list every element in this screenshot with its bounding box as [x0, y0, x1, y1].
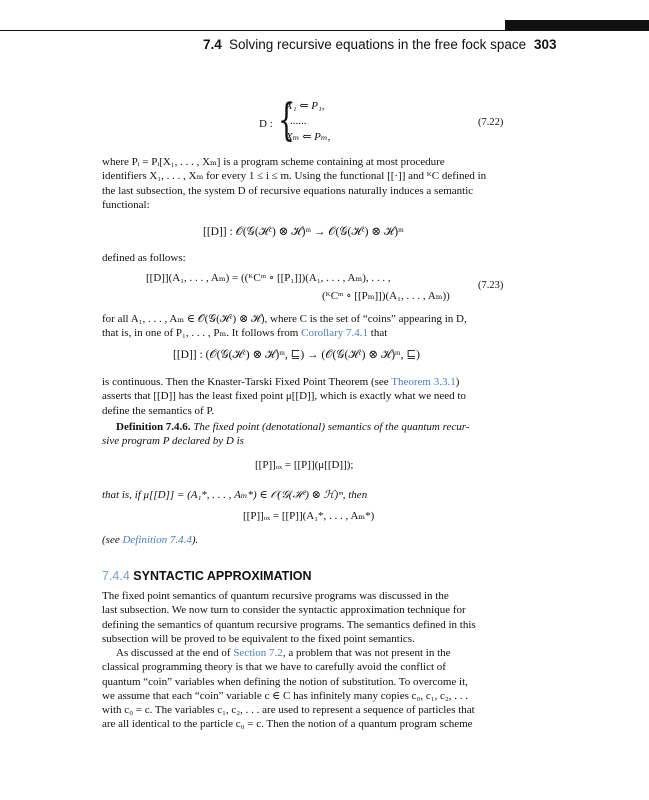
- system-line-m: Xₘ ⇐ Pₘ,: [286, 131, 331, 143]
- paragraph-3: [102, 375, 506, 418]
- p5-line: are all identical to the particle c₀ = c. Then the notion of a quantum program scheme: [102, 718, 473, 731]
- p5-line: we assume that each “coin” variable c ∈ C has infinitely many copies c₀, c₁, c₂, . . .: [102, 689, 469, 702]
- corollary-link[interactable]: Corollary 7.4.1: [301, 327, 369, 340]
- p3-line-1-end: ): [455, 376, 460, 388]
- p3-line-1: [102, 375, 506, 389]
- p4-line: subsection will be proved to be equivalent to the fixed point semantics.: [102, 632, 415, 645]
- equation-7-23-line-1: [[D]](A₁, . . . , Aₘ) = ((ᴷCᵐ ∘ [[P₁]])(A₁, . . . , Aₘ), . . . ,: [146, 272, 391, 284]
- system-dots: ......: [290, 115, 307, 127]
- header-section-title: Solving recursive equations in the free fock space: [229, 37, 527, 52]
- p4-line: The fixed point semantics of quantum recursive programs was discussed in the: [102, 590, 449, 602]
- p3-line-3: define the semantics of P.: [102, 404, 215, 417]
- definition-line-1: [102, 420, 506, 434]
- header-bar: [505, 20, 649, 30]
- p5-line-1-end: , a problem that was not present in the: [282, 647, 451, 659]
- section-title: SYNTACTIC APPROXIMATION: [133, 569, 312, 583]
- eq-number-7-22: (7.22): [478, 117, 504, 128]
- p1-line: functional:: [102, 198, 150, 211]
- paragraph-4: [102, 589, 506, 646]
- defined-as-text: defined as follows:: [102, 252, 186, 264]
- definition-7-4-6: [102, 420, 506, 449]
- equation-continuous: [[D]] : (𝒪(𝒢(ℋᶜ) ⊗ ℋ)ᵐ, ⊑) → (𝒪(𝒢(ℋᶜ) ⊗ ℋ)ᵐ, ⊑): [173, 349, 420, 361]
- p2-line-2: [102, 326, 506, 340]
- p1-line: the last subsection, the system D of recursive equations naturally induces a semantic: [102, 184, 474, 197]
- header-rule: [0, 30, 649, 31]
- theorem-link[interactable]: Theorem 3.3.1: [391, 376, 456, 388]
- page-number: 303: [534, 37, 557, 52]
- equation-functional: [[D]] : 𝒪(𝒢(ℋᶜ) ⊗ ℋ)ᵐ → 𝒪(𝒢(ℋᶜ) ⊗ ℋ)ᵐ: [203, 226, 404, 238]
- paragraph-5: [102, 646, 506, 732]
- definition-link[interactable]: Definition 7.4.4: [122, 534, 192, 546]
- header-section-number: 7.4: [203, 37, 222, 52]
- p1-line: where Pᵢ = Pᵢ[X₁, . . . , Xₘ] is a program scheme containing at most procedure: [102, 156, 445, 168]
- system-label: D :: [259, 118, 273, 130]
- p5-line-1: [102, 646, 506, 660]
- definition-text: The fixed point (denotational) semantics of the quantum recur-: [190, 421, 470, 433]
- definition-see-ref: [102, 533, 198, 547]
- definition-line-2: sive program P declared by D is: [102, 435, 244, 448]
- see-text: (see: [102, 534, 123, 546]
- p3-line-2: asserts that [[D]] has the least fixed point μ[[D]], which is exactly what we need to: [102, 390, 466, 403]
- section-number: 7.4.4: [102, 569, 130, 583]
- section-link[interactable]: Section 7.2: [233, 647, 283, 659]
- p3-line-1-text: is continuous. Then the Knaster-Tarski Fixed Point Theorem (see: [102, 376, 392, 388]
- p5-line: classical programming theory is that we have to carefully avoid the conflict of: [102, 661, 446, 674]
- definition-line-3: that is, if μ[[D]] = (A₁*, . . . , Aₘ*) ∈ 𝒪(𝒢(ℋᶜ) ⊗ ℋ)ᵐ, then: [102, 489, 368, 501]
- definition-equation-1: [[P]]ₒₓ = [[P]](μ[[D]]);: [255, 459, 354, 471]
- system-line-1: X₁ ⇐ P₁,: [286, 100, 325, 112]
- p2-line-1: for all A₁, . . . , Aₘ ∈ 𝒪(𝒢(ℋᶜ) ⊗ ℋ), where C is the set of “coins” appearing in D,: [102, 313, 467, 325]
- paragraph-2: [102, 312, 506, 341]
- eq-number-7-23: (7.23): [478, 280, 504, 291]
- p4-line: last subsection. We now turn to consider the syntactic approximation technique for: [102, 604, 466, 617]
- p1-line: identifiers X₁, . . . , Xₘ for every 1 ≤ i ≤ m. Using the functional [[·]] and ᴷC defined in: [102, 170, 487, 183]
- p5-line: with c₀ = c. The variables c₁, c₂, . . . are used to represent a sequence of particles that: [102, 704, 475, 717]
- p2-line-2-text: that is, in one of P₁, . . . , Pₘ. It follows from: [102, 327, 302, 340]
- definition-label: Definition 7.4.6.: [116, 421, 191, 433]
- section-heading: [102, 569, 312, 583]
- equation-7-23-line-2: (ᴷCᵐ ∘ [[Pₘ]])(A₁, . . . , Aₘ)): [322, 290, 450, 302]
- paragraph-1: [102, 155, 506, 212]
- p5-line: quantum “coin” variables when defining the notion of substitution. To overcome it,: [102, 675, 468, 688]
- p4-line: defining the semantics of quantum recursive programs. The semantics defined in this: [102, 618, 476, 631]
- definition-equation-2: [[P]]ₒₓ = [[P]](A₁*, . . . , Aₘ*): [243, 510, 375, 522]
- p2-line-2-end: that: [368, 327, 388, 340]
- brace-symbol: {: [278, 95, 295, 146]
- p5-line-1-text: As discussed at the end of: [116, 647, 234, 659]
- running-header: [0, 37, 649, 55]
- see-text-end: ).: [191, 534, 199, 546]
